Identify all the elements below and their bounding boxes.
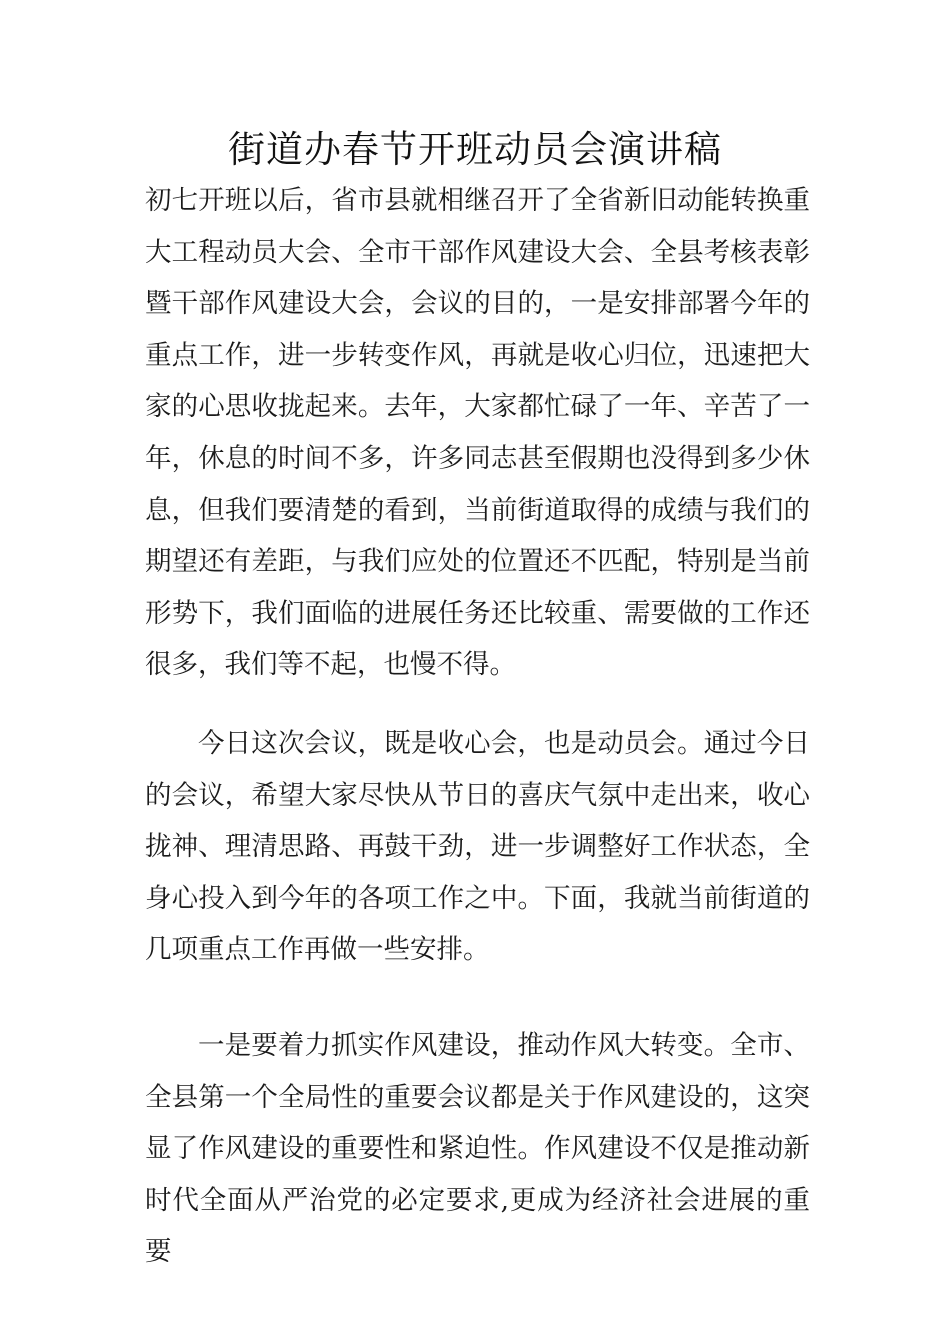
paragraph-3: 一是要着力抓实作风建设，推动作风大转变。全市、全县第一个全局性的重要会议都是关于作风建设的，这突显了作风建设的重要性和紧迫性。作风建设不仅是推动新时代全面从严治党的必定要求,更成为经济社会进展的重要 [145,1030,810,1268]
paragraph-1: 初七开班以后，省市县就相继召开了全省新旧动能转换重大工程动员大会、全市干部作风建设大会、全县考核表彰暨干部作风建设大会，会议的目的，一是安排部署今年的重点工作，进一步转变作风，再就是收心归位，迅速把大家的心思收拢起来。去年，大家都忙碌了一年、辛苦了一年，休息的时间不多，许多同志甚至假期也没得到多少休息，但我们要清楚的看到，当前街道取得的成绩与我们的期望还有差距，与我们应处的位置还不匹配，特别是当前形势下，我们面临的进展任务还比较重、需要做的工作还很多，我们等不起，也慢不得。 [145,185,810,681]
document-title: 街道办春节开班动员会演讲稿 [228,128,722,171]
paragraph-2: 今日这次会议，既是收心会，也是动员会。通过今日的会议，希望大家尽快从节日的喜庆气氛中走出来，收心拢神、理清思路、再鼓干劲，进一步调整好工作状态，全身心投入到今年的各项工作之中。下面，我就当前街道的几项重点工作再做一些安排。 [145,728,810,966]
